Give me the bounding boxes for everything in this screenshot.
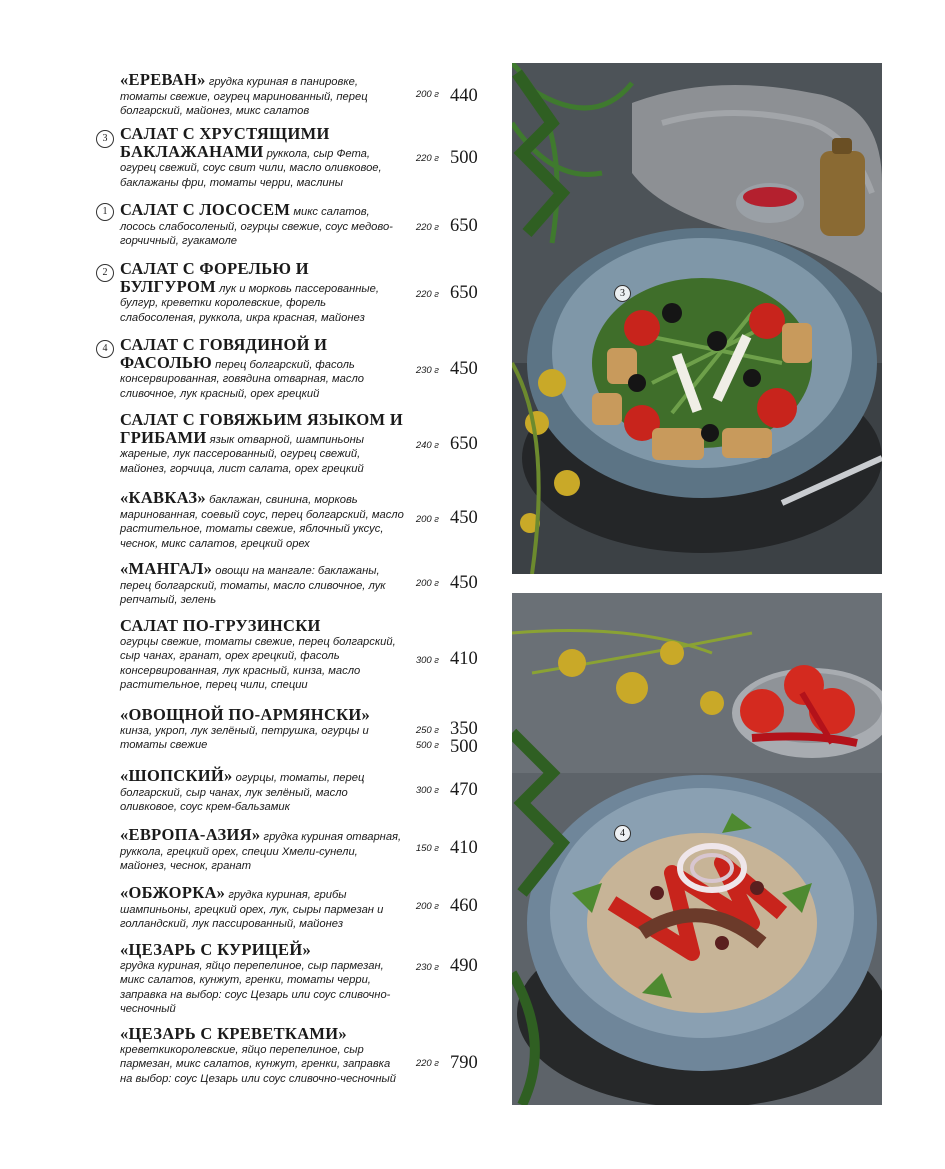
dish-title: САЛАТ С ГОВЯЖЬИМ ЯЗЫКОМ И ГРИБАМИ bbox=[120, 410, 403, 447]
dish-weight: 300 г bbox=[415, 785, 439, 796]
dish-price: 350 bbox=[450, 719, 478, 739]
dish-description: огурцы свежие, томаты свежие, перец болгарский, сыр чанах, гранат, орех грецкий, фасоль консервированная, лук красный, кинза, масло растительное, перец чили, специи bbox=[120, 635, 396, 691]
dish-title: «ЕРЕВАН» bbox=[120, 70, 206, 89]
dish-price: 410 bbox=[450, 838, 478, 858]
dish-price: 460 bbox=[450, 896, 478, 916]
dish-description: грудка куриная отварная, руккола, грецкий орех, специи Хмели-сунели, майонез, чеснок, гранат bbox=[120, 831, 402, 872]
menu-item bbox=[93, 1026, 493, 1100]
menu-item bbox=[93, 885, 493, 931]
dish-price-large: 500 bbox=[450, 737, 478, 757]
dish-description: кинза, укроп, лук зелёный, петрушка, огурцы и томаты свежие bbox=[120, 724, 369, 751]
photo-eggplant-salad bbox=[512, 63, 882, 574]
menu-item bbox=[93, 768, 493, 814]
dish-description: овощи на мангале: баклажаны, перец болгарский, томаты, масло сливочное, лук репчатый, зелень bbox=[120, 565, 386, 606]
dish-price: 650 bbox=[450, 283, 478, 303]
dish-weight: 230 г bbox=[415, 365, 439, 376]
dish-description: грудка куриная, яйцо перепелиное, сыр пармезан, микс салатов, кунжут, гренки, томаты черри, заправка на выбор: соус Цезарь или соус сливочно-чесночный bbox=[120, 959, 391, 1015]
menu-item bbox=[93, 490, 493, 550]
dish-price: 440 bbox=[450, 86, 478, 106]
menu-item bbox=[93, 618, 493, 694]
dish-description: лук и морковь пассерованные, булгур, креветки королевские, форель слабосоленая, руккола, икра красная, майонез bbox=[120, 282, 379, 324]
menu-item bbox=[93, 261, 493, 325]
photo-reference-badge: 4 bbox=[614, 825, 631, 842]
dish-description: грудка куриная в панировке, томаты свежие, огурец маринованный, перец болгарский, майонез, микс салатов bbox=[120, 76, 368, 117]
dish-description: баклажан, свинина, морковь маринованная, соевый соус, перец болгарский, масло растительное, томаты свежие, яблочный уксус, чеснок, микс салатов, грецкий орех bbox=[120, 494, 404, 550]
dish-price: 490 bbox=[450, 956, 478, 976]
dish-weight: 200 г bbox=[415, 901, 439, 912]
dish-description: микс салатов, лосось слабосоленый, огурцы свежие, соус медово-горчичный, гуакамоле bbox=[120, 206, 393, 247]
dish-description: грудка куриная, грибы шампиньоны, грецкий орех, лук, сыры пармезан и голландский, лук пассированный, майонез bbox=[120, 889, 384, 930]
menu-item bbox=[93, 126, 493, 190]
dish-price: 650 bbox=[450, 434, 478, 454]
dish-title: САЛАТ С ФОРЕЛЬЮ И БУЛГУРОМ bbox=[120, 259, 309, 296]
dish-title: «КАВКАЗ» bbox=[120, 488, 206, 507]
menu-item bbox=[93, 940, 493, 1015]
dish-weight: 230 г bbox=[415, 962, 439, 973]
menu-item bbox=[93, 337, 493, 401]
dish-title: «ЕВРОПА-АЗИЯ» bbox=[120, 825, 261, 844]
dish-price: 790 bbox=[450, 1053, 478, 1073]
dish-title: «МАНГАЛ» bbox=[120, 559, 213, 578]
dish-title: «ОБЖОРКА» bbox=[120, 883, 226, 902]
dish-title: САЛАТ С ЛОСОСЕМ bbox=[120, 200, 291, 219]
dish-title: «ЦЕЗАРЬ С КУРИЦЕЙ» bbox=[120, 940, 312, 959]
dish-price: 450 bbox=[450, 573, 478, 593]
dish-weight: 220 г bbox=[415, 153, 439, 164]
menu-item bbox=[93, 202, 493, 250]
dish-description: руккола, сыр Фета, огурец свежий, соус свит чили, масло оливковое, баклажаны фри, томаты черри, маслины bbox=[120, 147, 382, 189]
dish-price: 450 bbox=[450, 508, 478, 528]
dish-title: «ШОПСКИЙ» bbox=[120, 766, 233, 785]
dish-title: САЛАТ ПО-ГРУЗИНСКИ bbox=[120, 616, 321, 635]
salad-illustration bbox=[512, 593, 882, 1105]
dish-weight: 220 г bbox=[415, 1058, 439, 1069]
dish-price: 410 bbox=[450, 649, 478, 669]
dish-weight: 200 г bbox=[415, 578, 439, 589]
menu-item bbox=[93, 827, 493, 873]
menu-item bbox=[93, 707, 493, 755]
dish-weight: 150 г bbox=[415, 843, 439, 854]
photo-reference-badge: 3 bbox=[96, 130, 114, 148]
dish-weight-large: 500 г bbox=[415, 740, 439, 751]
dish-weight: 300 г bbox=[415, 655, 439, 666]
dish-title: САЛАТ С ГОВЯДИНОЙ И ФАСОЛЬЮ bbox=[120, 335, 328, 372]
photo-beef-salad bbox=[512, 593, 882, 1105]
menu-item bbox=[93, 72, 493, 120]
dish-price: 450 bbox=[450, 359, 478, 379]
salad-illustration bbox=[512, 63, 882, 574]
menu-item bbox=[93, 412, 493, 476]
dish-description: огурцы, томаты, перец болгарский, сыр чанах, лук зелёный, масло оливковое, соус крем-бальзамик bbox=[120, 772, 365, 813]
menu-item bbox=[93, 561, 493, 607]
dish-price: 650 bbox=[450, 216, 478, 236]
photo-reference-badge: 4 bbox=[96, 340, 114, 358]
dish-description: креветкикоролевские, яйцо перепелиное, сыр пармезан, микс салатов, кунжут, гренки, заправка на выбор: соус Цезарь или соус сливочно-чесночный bbox=[120, 1043, 396, 1085]
dish-weight: 200 г bbox=[415, 514, 439, 525]
dish-title: «ОВОЩНОЙ ПО-АРМЯНСКИ» bbox=[120, 705, 371, 724]
photo-reference-badge: 1 bbox=[96, 203, 114, 221]
dish-description: перец болгарский, фасоль консервированная, говядина отварная, масло сливочное, лук красный, орех грецкий bbox=[120, 358, 364, 400]
photo-reference-badge: 2 bbox=[96, 264, 114, 282]
photo-reference-badge: 3 bbox=[614, 285, 631, 302]
dish-weight: 220 г bbox=[415, 289, 439, 300]
dish-weight: 240 г bbox=[415, 440, 439, 451]
dish-description: язык отварной, шампиньоны жареные, лук пассерованный, огурец свежий, майонез, горчица, лист салата, орех грецкий bbox=[120, 433, 365, 475]
dish-title: САЛАТ С ХРУСТЯЩИМИ БАКЛАЖАНАМИ bbox=[120, 124, 330, 161]
dish-weight: 220 г bbox=[415, 222, 439, 233]
dish-price: 500 bbox=[450, 148, 478, 168]
dish-title: «ЦЕЗАРЬ С КРЕВЕТКАМИ» bbox=[120, 1024, 347, 1043]
dish-weight: 200 г bbox=[415, 89, 439, 100]
dish-price: 470 bbox=[450, 780, 478, 800]
dish-weight: 250 г bbox=[415, 725, 439, 736]
